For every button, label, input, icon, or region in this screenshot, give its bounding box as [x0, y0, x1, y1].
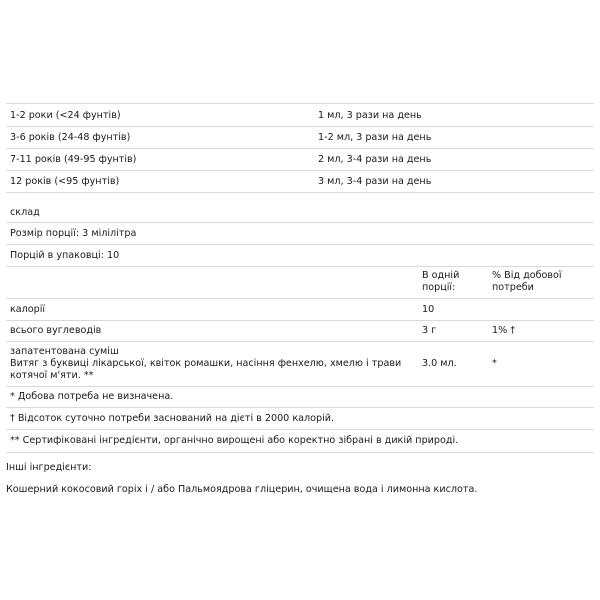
- blend-title: запатентована суміш: [10, 346, 119, 357]
- row-divider: [6, 244, 594, 245]
- dosage-amount: 2 мл, 3-4 рази на день: [318, 154, 432, 165]
- row-divider: [6, 192, 594, 193]
- row-divider: [6, 126, 594, 127]
- blend-description: Витяг з буквиці лікарської, квіток ромашки, насіння фенхелю, хмелю і трави котячої м'яти. **: [10, 358, 402, 381]
- serving-size: Розмір порції: 3 мілілітра: [10, 228, 137, 239]
- dosage-amount: 3 мл, 3-4 рази на день: [318, 176, 432, 187]
- row-divider: [6, 222, 594, 223]
- row-divider: [6, 452, 594, 453]
- row-divider: [6, 341, 594, 342]
- row-divider: [6, 407, 594, 408]
- other-ingredients-label: Інші інгредієнти:: [6, 462, 92, 473]
- dosage-age: 12 років (<95 фунтів): [10, 176, 120, 187]
- row-divider: [6, 266, 594, 267]
- dosage-age: 1-2 роки (<24 фунтів): [10, 110, 121, 121]
- nutrient-daily-value: 1% †: [492, 325, 516, 336]
- nutrient-amount: 3 г: [422, 325, 437, 336]
- facts-heading: склад: [10, 207, 40, 218]
- row-divider: [6, 320, 594, 321]
- amount-column-header: В одній порції:: [422, 270, 460, 293]
- dosage-amount: 1-2 мл, 3 рази на день: [318, 132, 432, 143]
- table-border-top: [6, 103, 594, 104]
- row-divider: [6, 170, 594, 171]
- other-ingredients-text: Кошерний кокосовий горіх і / або Пальмоядрова гліцерин, очищена вода і лимонна кислота.: [6, 484, 478, 495]
- nutrient-amount: 10: [422, 304, 435, 315]
- row-divider: [6, 429, 594, 430]
- dosage-age: 7-11 років (49-95 фунтів): [10, 154, 137, 165]
- blend-daily-value: *: [492, 358, 497, 369]
- nutrient-name: всього вуглеводів: [10, 325, 102, 336]
- row-divider: [6, 298, 594, 299]
- servings-per-container: Порцій в упаковці: 10: [10, 250, 120, 261]
- footnote: † Відсоток суточно потреби заснований на дієті в 2000 калорій.: [10, 413, 335, 424]
- dosage-age: 3-6 років (24-48 фунтів): [10, 132, 131, 143]
- dosage-amount: 1 мл, 3 рази на день: [318, 110, 422, 121]
- row-divider: [6, 386, 594, 387]
- footnote: * Добова потреба не визначена.: [10, 391, 174, 402]
- footnote: ** Сертифіковані інгредієнти, органічно вирощені або коректно зібрані в дикій природі.: [10, 435, 459, 446]
- daily-value-column-header: % Від добової потреби: [492, 270, 562, 293]
- blend-amount: 3.0 мл.: [422, 358, 457, 369]
- row-divider: [6, 148, 594, 149]
- nutrient-name: калорії: [10, 304, 46, 315]
